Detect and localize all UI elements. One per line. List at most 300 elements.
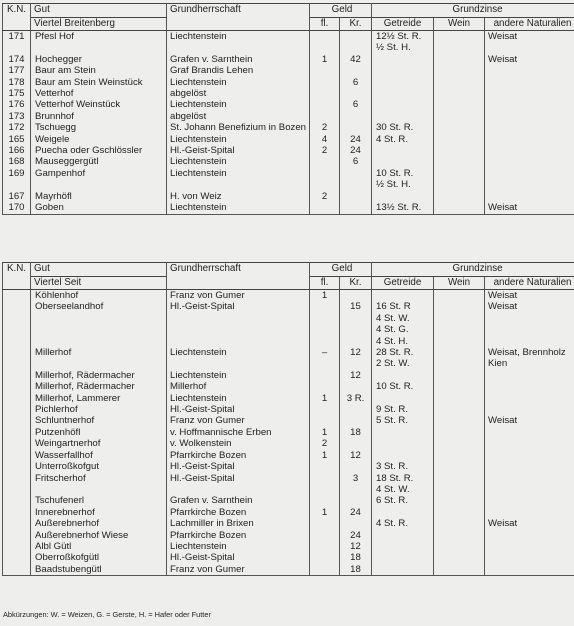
cell-gut: Brunnhof — [31, 111, 167, 122]
cell-gut: Pichlerhof — [31, 404, 167, 415]
cell-fl — [310, 336, 340, 347]
cell-kn — [3, 324, 31, 335]
cell-wein — [434, 530, 485, 541]
table-row — [3, 156, 574, 167]
cell-naturalien — [485, 77, 574, 88]
cell-grundherrschaft: Graf Brandis Lehen — [167, 65, 310, 76]
cell-fl — [310, 31, 340, 43]
cell-grundherrschaft — [167, 42, 310, 53]
header-getreide: Getreide — [372, 18, 434, 31]
cell-getreide — [372, 156, 434, 167]
cell-grundherrschaft: Liechtenstein — [167, 77, 310, 88]
cell-fl — [310, 156, 340, 167]
cell-naturalien — [485, 324, 574, 335]
cell-kr: 12 — [340, 370, 372, 381]
cell-grundherrschaft: Hl.-Geist-Spital — [167, 301, 310, 312]
cell-gut: Köhlenhof — [31, 290, 167, 302]
cell-wein — [434, 404, 485, 415]
cell-kn — [3, 336, 31, 347]
cell-wein — [434, 541, 485, 552]
header-kn: K.N. — [3, 263, 31, 290]
cell-kn — [3, 42, 31, 53]
cell-grundherrschaft: Liechtenstein — [167, 99, 310, 110]
cell-grundherrschaft: Franz von Gumer — [167, 564, 310, 576]
cell-kr: 24 — [340, 145, 372, 156]
cell-gut: Millerhof, Rädermacher — [31, 370, 167, 381]
cell-kn — [3, 530, 31, 541]
header-geld: Geld — [310, 4, 372, 18]
table-row — [3, 427, 574, 438]
cell-fl — [310, 541, 340, 552]
cell-getreide: 10 St. R. — [372, 381, 434, 392]
cell-wein — [434, 484, 485, 495]
cell-gut: Wasserfallhof — [31, 450, 167, 461]
cell-fl — [310, 370, 340, 381]
cell-kn — [3, 358, 31, 369]
cell-wein — [434, 54, 485, 65]
cell-fl — [310, 518, 340, 529]
cell-kn: 174 — [3, 54, 31, 65]
cell-naturalien — [485, 88, 574, 99]
cell-grundherrschaft: Pfarrkirche Bozen — [167, 450, 310, 461]
cell-getreide — [372, 427, 434, 438]
cell-gut: Weigele — [31, 134, 167, 145]
cell-gut — [31, 484, 167, 495]
cell-kn — [3, 438, 31, 449]
cell-kn — [3, 290, 31, 302]
header-fl: fl. — [310, 277, 340, 290]
cell-kr: 6 — [340, 99, 372, 110]
cell-wein — [434, 31, 485, 43]
table-row — [3, 42, 574, 53]
cell-grundherrschaft: Liechtenstein — [167, 168, 310, 179]
cell-kr: 6 — [340, 156, 372, 167]
cell-kn: 167 — [3, 191, 31, 202]
cell-naturalien — [485, 450, 574, 461]
header-grundherrschaft: Grundherrschaft — [167, 4, 310, 31]
cell-getreide: 30 St. R. — [372, 122, 434, 133]
cell-getreide: 28 St. R. — [372, 347, 434, 358]
cell-fl: 2 — [310, 122, 340, 133]
cell-fl — [310, 313, 340, 324]
table-row — [3, 168, 574, 179]
cell-getreide: 4 St. W. — [372, 313, 434, 324]
table-row — [3, 370, 574, 381]
cell-gut — [31, 313, 167, 324]
cell-kr — [340, 42, 372, 53]
cell-naturalien — [485, 191, 574, 202]
cell-fl — [310, 358, 340, 369]
cell-grundherrschaft: Liechtenstein — [167, 370, 310, 381]
cell-wein — [434, 461, 485, 472]
cell-wein — [434, 145, 485, 156]
cell-wein — [434, 122, 485, 133]
cell-kr — [340, 179, 372, 190]
cell-getreide: ½ St. H. — [372, 179, 434, 190]
cell-grundherrschaft: Liechtenstein — [167, 541, 310, 552]
cell-kr: 18 — [340, 564, 372, 576]
cell-naturalien — [485, 99, 574, 110]
table-row — [3, 381, 574, 392]
cell-getreide — [372, 450, 434, 461]
cell-wein — [434, 564, 485, 576]
cell-wein — [434, 134, 485, 145]
cell-wein — [434, 324, 485, 335]
cell-kr — [340, 202, 372, 214]
cell-wein — [434, 42, 485, 53]
cell-gut — [31, 324, 167, 335]
cell-gut: Mauseggergütl — [31, 156, 167, 167]
footnote: Abkürzungen: W. = Weizen, G. = Gerste, H. = Hafer oder Futter — [3, 610, 211, 619]
cell-grundherrschaft: Liechtenstein — [167, 156, 310, 167]
cell-kn — [3, 518, 31, 529]
cell-wein — [434, 77, 485, 88]
table-row — [3, 393, 574, 404]
cell-gut: Außerebnerhof — [31, 518, 167, 529]
cell-wein — [434, 65, 485, 76]
cell-grundherrschaft: Lachmiller in Brixen — [167, 518, 310, 529]
cell-grundherrschaft — [167, 324, 310, 335]
cell-kn — [3, 415, 31, 426]
cell-naturalien — [485, 65, 574, 76]
cell-getreide — [372, 370, 434, 381]
cell-kn: 168 — [3, 156, 31, 167]
header-gut: Gut — [31, 263, 167, 277]
cell-getreide: 12½ St. R. — [372, 31, 434, 43]
cell-fl — [310, 564, 340, 576]
cell-kn: 169 — [3, 168, 31, 179]
cell-getreide: 4 St. R. — [372, 518, 434, 529]
table-row — [3, 461, 574, 472]
cell-wein — [434, 168, 485, 179]
cell-kr: 24 — [340, 530, 372, 541]
cell-getreide: 4 St. W. — [372, 484, 434, 495]
cell-grundherrschaft: Liechtenstein — [167, 31, 310, 43]
cell-grundherrschaft: Grafen v. Sarnthein — [167, 54, 310, 65]
cell-kr — [340, 290, 372, 302]
cell-wein — [434, 495, 485, 506]
cell-wein — [434, 450, 485, 461]
cell-naturalien — [485, 473, 574, 484]
cell-grundherrschaft: abgelöst — [167, 111, 310, 122]
cell-kr: 42 — [340, 54, 372, 65]
cell-kn — [3, 427, 31, 438]
cell-grundherrschaft — [167, 336, 310, 347]
cell-getreide — [372, 111, 434, 122]
table-row — [3, 54, 574, 65]
table-row — [3, 111, 574, 122]
cell-fl — [310, 461, 340, 472]
cell-gut: Außerebnerhof Wiese — [31, 530, 167, 541]
cell-wein — [434, 358, 485, 369]
cell-getreide: 2 St. W. — [372, 358, 434, 369]
header-viertel: Viertel Breitenberg — [31, 18, 167, 31]
cell-fl: 2 — [310, 438, 340, 449]
cell-kr: 15 — [340, 301, 372, 312]
cell-naturalien: Weisat — [485, 54, 574, 65]
cell-fl: 2 — [310, 145, 340, 156]
table-row — [3, 347, 574, 358]
cell-naturalien — [485, 564, 574, 576]
table-row — [3, 191, 574, 202]
cell-kr — [340, 313, 372, 324]
cell-fl — [310, 202, 340, 214]
cell-wein — [434, 202, 485, 214]
cell-getreide: 16 St. R — [372, 301, 434, 312]
cell-gut — [31, 179, 167, 190]
cell-gut — [31, 336, 167, 347]
cell-wein — [434, 507, 485, 518]
cell-wein — [434, 552, 485, 563]
cell-gut: Tschufenerl — [31, 495, 167, 506]
cell-naturalien: Weisat — [485, 31, 574, 43]
cell-grundherrschaft: H. von Weiz — [167, 191, 310, 202]
table-row — [3, 88, 574, 99]
cell-getreide: 18 St. R. — [372, 473, 434, 484]
cell-naturalien: Kien — [485, 358, 574, 369]
table-row — [3, 290, 574, 302]
cell-gut: Unterroßkofgut — [31, 461, 167, 472]
table-row — [3, 415, 574, 426]
cell-getreide — [372, 507, 434, 518]
cell-gut — [31, 42, 167, 53]
cell-kn: 172 — [3, 122, 31, 133]
cell-wein — [434, 88, 485, 99]
cell-kn — [3, 393, 31, 404]
cell-grundherrschaft: abgelöst — [167, 88, 310, 99]
table-row — [3, 473, 574, 484]
cell-kn: 165 — [3, 134, 31, 145]
cell-fl: – — [310, 347, 340, 358]
cell-getreide: 10 St. R. — [372, 168, 434, 179]
cell-grundherrschaft: Pfarrkirche Bozen — [167, 507, 310, 518]
cell-kr — [340, 336, 372, 347]
cell-kn: 166 — [3, 145, 31, 156]
cell-kr — [340, 381, 372, 392]
cell-fl: 2 — [310, 191, 340, 202]
cell-getreide: 5 St. R. — [372, 415, 434, 426]
cell-getreide — [372, 541, 434, 552]
table-row — [3, 134, 574, 145]
cell-fl — [310, 404, 340, 415]
cell-kr — [340, 358, 372, 369]
cell-naturalien: Weisat — [485, 518, 574, 529]
cell-gut: Gampenhof — [31, 168, 167, 179]
cell-fl — [310, 111, 340, 122]
header-grundzinse: Grundzinse — [372, 263, 574, 277]
cell-naturalien — [485, 438, 574, 449]
cell-kr — [340, 438, 372, 449]
cell-wein — [434, 381, 485, 392]
cell-naturalien — [485, 336, 574, 347]
cell-kn — [3, 473, 31, 484]
cell-gut — [31, 358, 167, 369]
cell-naturalien — [485, 381, 574, 392]
cell-kn — [3, 347, 31, 358]
cell-gut: Pfesl Hof — [31, 31, 167, 43]
cell-fl — [310, 65, 340, 76]
cell-getreide — [372, 65, 434, 76]
table-body — [3, 31, 574, 215]
cell-fl — [310, 42, 340, 53]
cell-kn — [3, 541, 31, 552]
cell-kr — [340, 111, 372, 122]
header-wein: Wein — [434, 277, 485, 290]
cell-naturalien — [485, 427, 574, 438]
table-row — [3, 145, 574, 156]
cell-kr — [340, 404, 372, 415]
cell-kn: 176 — [3, 99, 31, 110]
cell-grundherrschaft: Liechtenstein — [167, 134, 310, 145]
cell-wein — [434, 438, 485, 449]
table-row — [3, 507, 574, 518]
cell-grundherrschaft — [167, 358, 310, 369]
cell-fl: 4 — [310, 134, 340, 145]
cell-kn: 175 — [3, 88, 31, 99]
cell-wein — [434, 111, 485, 122]
cell-wein — [434, 415, 485, 426]
cell-grundherrschaft — [167, 484, 310, 495]
cell-grundherrschaft: v. Hoffmannische Erben — [167, 427, 310, 438]
cell-fl: 1 — [310, 507, 340, 518]
cell-grundherrschaft: Franz von Gumer — [167, 290, 310, 302]
cell-grundherrschaft: Hl.-Geist-Spital — [167, 404, 310, 415]
cell-kn — [3, 313, 31, 324]
header-kn: K.N. — [3, 4, 31, 31]
header-viertel: Viertel Seit — [31, 277, 167, 290]
cell-kn: 170 — [3, 202, 31, 214]
cell-gut: Mayrhöfl — [31, 191, 167, 202]
cell-fl — [310, 381, 340, 392]
cell-fl — [310, 473, 340, 484]
cell-getreide — [372, 393, 434, 404]
cell-gut: Albl Gütl — [31, 541, 167, 552]
table-row — [3, 552, 574, 563]
cell-wein — [434, 179, 485, 190]
cell-kr: 18 — [340, 552, 372, 563]
cell-naturalien — [485, 145, 574, 156]
cell-wein — [434, 347, 485, 358]
cell-fl — [310, 484, 340, 495]
cell-gut: Vetterhof Weinstück — [31, 99, 167, 110]
cell-naturalien — [485, 507, 574, 518]
header-naturalien: andere Naturalien — [485, 18, 574, 31]
cell-grundherrschaft: Pfarrkirche Bozen — [167, 530, 310, 541]
cell-kn — [3, 301, 31, 312]
cell-grundherrschaft: Hl.-Geist-Spital — [167, 552, 310, 563]
cell-fl — [310, 552, 340, 563]
table-row — [3, 404, 574, 415]
cell-kn — [3, 564, 31, 576]
cell-kr: 24 — [340, 134, 372, 145]
cell-gut: Goben — [31, 202, 167, 214]
header-wein: Wein — [434, 18, 485, 31]
cell-kr: 12 — [340, 541, 372, 552]
cell-grundherrschaft: Hl.-Geist-Spital — [167, 473, 310, 484]
cell-wein — [434, 336, 485, 347]
cell-naturalien — [485, 461, 574, 472]
cell-naturalien — [485, 42, 574, 53]
cell-kn — [3, 404, 31, 415]
cell-kr — [340, 31, 372, 43]
cell-wein — [434, 518, 485, 529]
cell-getreide: 6 St. R. — [372, 495, 434, 506]
cell-wein — [434, 290, 485, 302]
table-row — [3, 450, 574, 461]
cell-kn — [3, 381, 31, 392]
cell-naturalien: Weisat — [485, 290, 574, 302]
cell-wein — [434, 370, 485, 381]
cell-naturalien: Weisat — [485, 301, 574, 312]
cell-grundherrschaft: Hl.-Geist-Spital — [167, 461, 310, 472]
table-row — [3, 31, 574, 43]
table-row — [3, 179, 574, 190]
cell-fl — [310, 77, 340, 88]
cell-kn — [3, 495, 31, 506]
cell-gut: Baadstubengütl — [31, 564, 167, 576]
cell-wein — [434, 301, 485, 312]
cell-naturalien: Weisat — [485, 202, 574, 214]
table-row — [3, 301, 574, 312]
cell-naturalien — [485, 111, 574, 122]
table-row — [3, 358, 574, 369]
table-row — [3, 541, 574, 552]
table-row — [3, 65, 574, 76]
cell-fl — [310, 324, 340, 335]
cell-naturalien — [485, 530, 574, 541]
cell-kr — [340, 65, 372, 76]
cell-naturalien — [485, 552, 574, 563]
cell-kr: 3 — [340, 473, 372, 484]
cell-fl — [310, 168, 340, 179]
cell-wein — [434, 99, 485, 110]
table-body — [3, 290, 574, 576]
cell-naturalien — [485, 484, 574, 495]
header-geld: Geld — [310, 263, 372, 277]
cell-kr — [340, 495, 372, 506]
cell-grundherrschaft: Grafen v. Sarnthein — [167, 495, 310, 506]
cell-getreide: 9 St. R. — [372, 404, 434, 415]
cell-getreide — [372, 99, 434, 110]
cell-fl: 1 — [310, 54, 340, 65]
header-naturalien: andere Naturalien — [485, 277, 574, 290]
cell-grundherrschaft: St. Johann Benefizium in Bozen — [167, 122, 310, 133]
cell-fl — [310, 530, 340, 541]
cell-kr — [340, 518, 372, 529]
cell-wein — [434, 473, 485, 484]
cell-wein — [434, 427, 485, 438]
cell-kr — [340, 324, 372, 335]
cell-kn: 173 — [3, 111, 31, 122]
cell-getreide — [372, 552, 434, 563]
table-row — [3, 313, 574, 324]
cell-gut: Vetterhof — [31, 88, 167, 99]
cell-grundherrschaft: Liechtenstein — [167, 393, 310, 404]
cell-naturalien — [485, 404, 574, 415]
cell-getreide: 4 St. H. — [372, 336, 434, 347]
table-row — [3, 484, 574, 495]
cell-gut: Oberroßkofgütl — [31, 552, 167, 563]
header-kr: Kr. — [340, 18, 372, 31]
table-row — [3, 202, 574, 214]
cell-getreide: 13½ St. R. — [372, 202, 434, 214]
cell-getreide: 3 St. R. — [372, 461, 434, 472]
table-row — [3, 77, 574, 88]
cell-kr — [340, 168, 372, 179]
cell-kr: 12 — [340, 347, 372, 358]
table-row — [3, 495, 574, 506]
cell-kn — [3, 461, 31, 472]
